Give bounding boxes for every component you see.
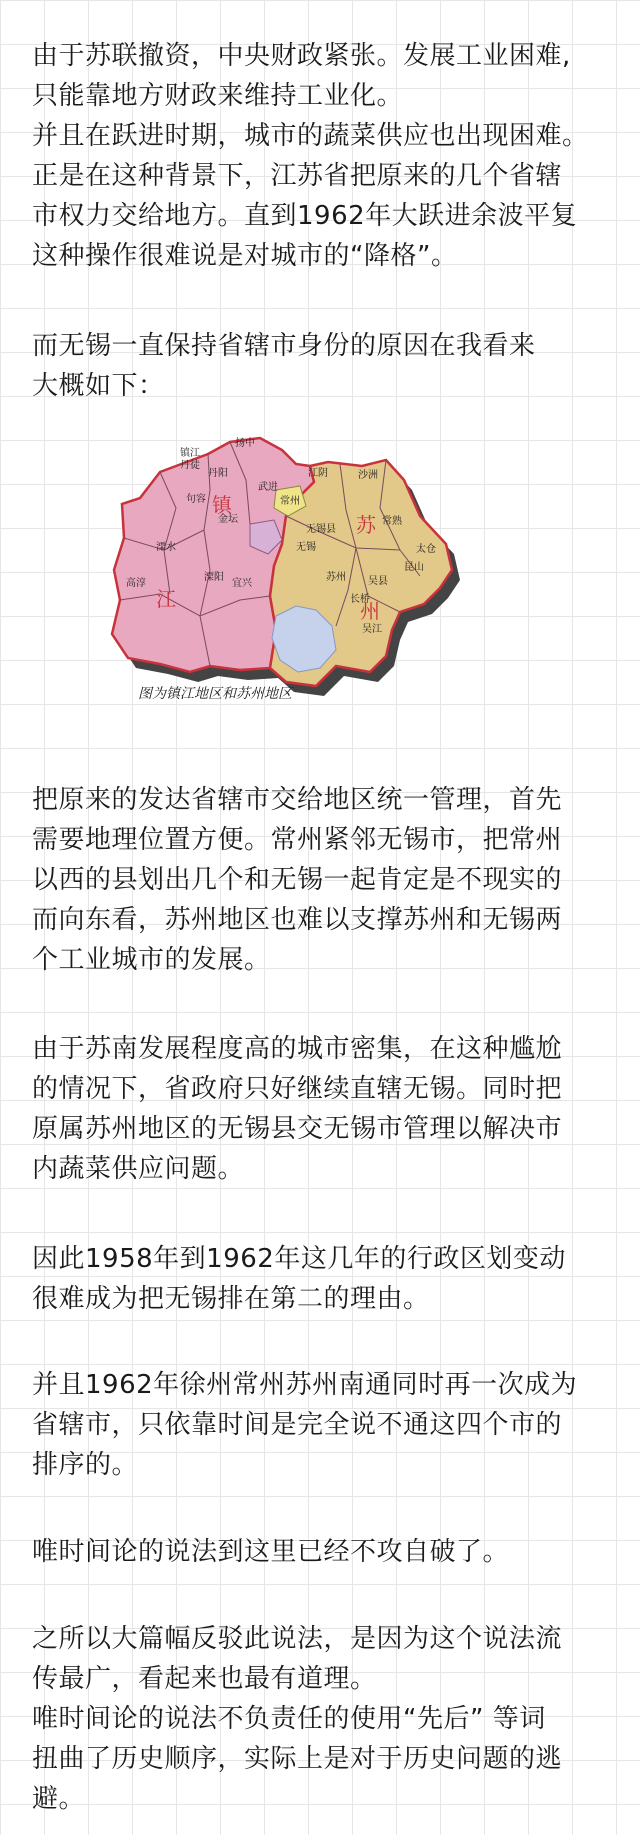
place-label: 溧阳 — [204, 572, 224, 583]
place-label: 句容 — [186, 494, 206, 505]
text-line: 而无锡一直保持省辖市身份的原因在我看来 — [32, 331, 536, 361]
region-label: 苏 — [356, 513, 376, 537]
place-label: 沙洲 — [358, 470, 378, 481]
place-label: 丹徒 — [180, 460, 200, 471]
text-line: 而向东看，苏州地区也难以支撑苏州和无锡两 — [32, 905, 563, 935]
text-line: 并且1962年徐州常州苏州南通同时再一次成为 — [32, 1370, 578, 1400]
text-line: 很难成为把无锡排在第二的理由。 — [32, 1284, 430, 1314]
text-line: 以西的县划出几个和无锡一起肯定是不现实的 — [32, 865, 563, 895]
place-label: 太仓 — [416, 544, 436, 555]
text-line: 大概如下： — [32, 371, 165, 401]
paragraph — [32, 1365, 622, 1485]
text-line: 正是在这种背景下，江苏省把原来的几个省辖 — [32, 161, 563, 191]
paragraph — [32, 780, 622, 980]
text-line: 原属苏州地区的无锡县交无锡市管理以解决市 — [32, 1114, 563, 1144]
text-line: 把原来的发达省辖市交给地区统一管理，首先 — [32, 785, 563, 815]
place-label: 溧水 — [156, 542, 176, 553]
place-label: 常熟 — [382, 516, 402, 527]
text-line: 需要地理位置方便。常州紧邻无锡市，把常州 — [32, 825, 563, 855]
map-caption: 图为镇江地区和苏州地区 — [138, 686, 292, 702]
text-line: 只能靠地方财政来维持工业化。 — [32, 81, 404, 111]
region-label: 江 — [156, 587, 176, 611]
place-label: 宜兴 — [232, 578, 252, 589]
paragraph — [32, 1532, 622, 1572]
place-label: 镇江 — [180, 448, 200, 459]
text-line: 唯时间论的说法到这里已经不攻自破了。 — [32, 1537, 510, 1567]
text-line: 由于苏南发展程度高的城市密集，在这种尴尬 — [32, 1034, 563, 1064]
place-label: 苏州 — [326, 572, 346, 583]
text-line: 省辖市，只依靠时间是完全说不通这四个市的 — [32, 1410, 563, 1440]
paragraph — [32, 1239, 622, 1319]
text-line: 由于苏联撤资，中央财政紧张。发展工业困难, — [32, 41, 571, 71]
text-line: 的情况下，省政府只好继续直辖无锡。同时把 — [32, 1074, 563, 1104]
text-line: 之所以大篇幅反驳此说法，是因为这个说法流 — [32, 1624, 563, 1654]
place-label: 高淳 — [126, 578, 146, 589]
place-label: 丹阳 — [208, 468, 228, 479]
place-label: 常州 — [280, 496, 300, 507]
text-line: 市权力交给地方。直到1962年大跃进余波平复 — [32, 201, 578, 231]
paragraph — [32, 326, 622, 406]
paragraph — [32, 1619, 622, 1819]
place-label: 无锡县 — [306, 524, 336, 535]
place-label: 吴县 — [368, 576, 388, 587]
text-line: 扭曲了历史顺序，实际上是对于历史问题的逃 — [32, 1744, 563, 1774]
text-line: 唯时间论的说法不负责任的使用“先后” 等词 — [32, 1704, 546, 1734]
text-line: 排序的。 — [32, 1450, 139, 1480]
text-line: 并且在跃进时期，城市的蔬菜供应也出现困难。 — [32, 121, 589, 151]
paragraph — [32, 36, 622, 276]
place-label: 无锡 — [296, 542, 316, 553]
place-label: 金坛 — [218, 514, 238, 525]
place-label: 昆山 — [404, 562, 424, 573]
text-line: 内蔬菜供应问题。 — [32, 1154, 245, 1184]
region-label: 州 — [360, 599, 380, 623]
place-label: 武进 — [258, 482, 278, 493]
place-label: 江阴 — [308, 468, 328, 479]
text-line: 传最广，看起来也最有道理。 — [32, 1664, 377, 1694]
text-line: 避。 — [32, 1784, 86, 1814]
text-line: 个工业城市的发展。 — [32, 945, 271, 975]
paragraph — [32, 1029, 622, 1189]
place-label: 扬中 — [235, 438, 255, 449]
text-line: 因此1958年到1962年这几年的行政区划变动 — [32, 1244, 566, 1274]
place-label: 长桥 — [350, 594, 370, 605]
text-line: 这种操作很难说是对城市的“降格”。 — [32, 241, 458, 271]
region-label: 镇 — [212, 493, 232, 517]
place-label: 吴江 — [362, 624, 382, 635]
